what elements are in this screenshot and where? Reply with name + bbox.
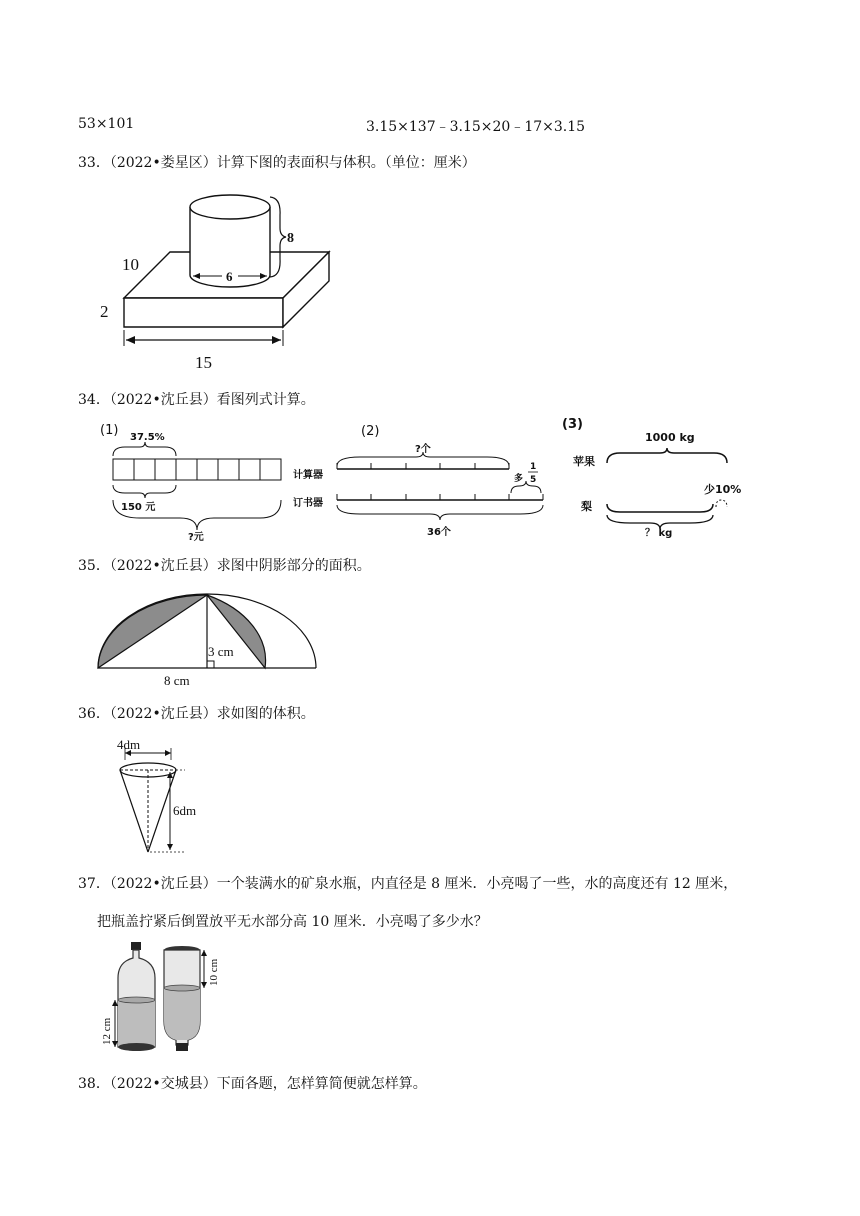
cone-figure (110, 732, 220, 858)
height-3cm-label: 3 cm (208, 644, 234, 659)
bottles-figure (95, 938, 235, 1058)
part-3-tag: (3) (562, 417, 583, 432)
part-1-tag: (1) (100, 423, 119, 438)
segment-diagram-2 (290, 418, 560, 542)
less-percent-label: 少10% (704, 483, 742, 496)
water-height-label: 12 cm (101, 1017, 113, 1045)
shaded-semicircle-figure (95, 585, 275, 690)
calculator-label: 计算器 (293, 470, 323, 481)
question-36: 36．（2022•沈丘县）求如图的体积。 (78, 706, 315, 722)
cone-diameter-label: 4dm (117, 737, 141, 752)
part-2-tag: (2) (361, 424, 380, 439)
unknown-amount-label: ?元 (188, 532, 204, 543)
known-amount-label: 150 元 (121, 502, 156, 513)
expression-53x101: 53×101 (78, 116, 135, 132)
question-38: 38．（2022•交城县）下面各题，怎样算简便就怎样算。 (78, 1076, 427, 1092)
more-label: 多 (514, 474, 524, 484)
total-unknown-label: ?个 (415, 444, 431, 455)
pear-label: 梨 (581, 500, 592, 513)
question-35: 35．（2022•沈丘县）求图中阴影部分的面积。 (78, 558, 371, 574)
stapler-label: 订书器 (293, 498, 323, 509)
percent-label: 37.5% (130, 432, 165, 443)
segment-diagram-3 (560, 412, 760, 542)
question-33: 33．（2022•娄星区）计算下图的表面积与体积。（单位：厘米） (78, 155, 476, 171)
stapler-count-label: 36个 (427, 527, 451, 538)
question-34: 34．（2022•沈丘县）看图列式计算。 (78, 392, 315, 408)
cuboid-cylinder-figure (95, 190, 345, 375)
apple-label: 苹果 (573, 455, 595, 468)
air-height-label: 10 cm (208, 958, 220, 986)
cylinder-height-label: 8 (287, 231, 294, 246)
width-label: 10 (122, 255, 139, 274)
length-label: 15 (195, 353, 212, 372)
question-37-line-2: 把瓶盖拧紧后倒置放平无水部分高 10 厘米．小亮喝了多少水？ (97, 914, 488, 930)
question-37-line-1: 37．（2022•沈丘县）一个装满水的矿泉水瓶，内直径是 8 厘米．小亮喝了一些，水的高度还有 12 厘米， (78, 876, 738, 892)
pear-unknown-label: ？ kg (645, 528, 673, 539)
apple-weight-label: 1000 kg (645, 431, 695, 444)
fraction-denominator: 5 (530, 475, 537, 485)
expression-3-15: 3.15×137﹣3.15×20﹣17×3.15 (366, 119, 586, 135)
thickness-label: 2 (100, 302, 109, 321)
fraction-numerator: 1 (530, 462, 537, 472)
segment-diagram-1 (98, 418, 318, 542)
diameter-label: 6 (226, 269, 233, 284)
cone-height-label: 6dm (173, 803, 197, 818)
base-8cm-label: 8 cm (164, 673, 190, 688)
